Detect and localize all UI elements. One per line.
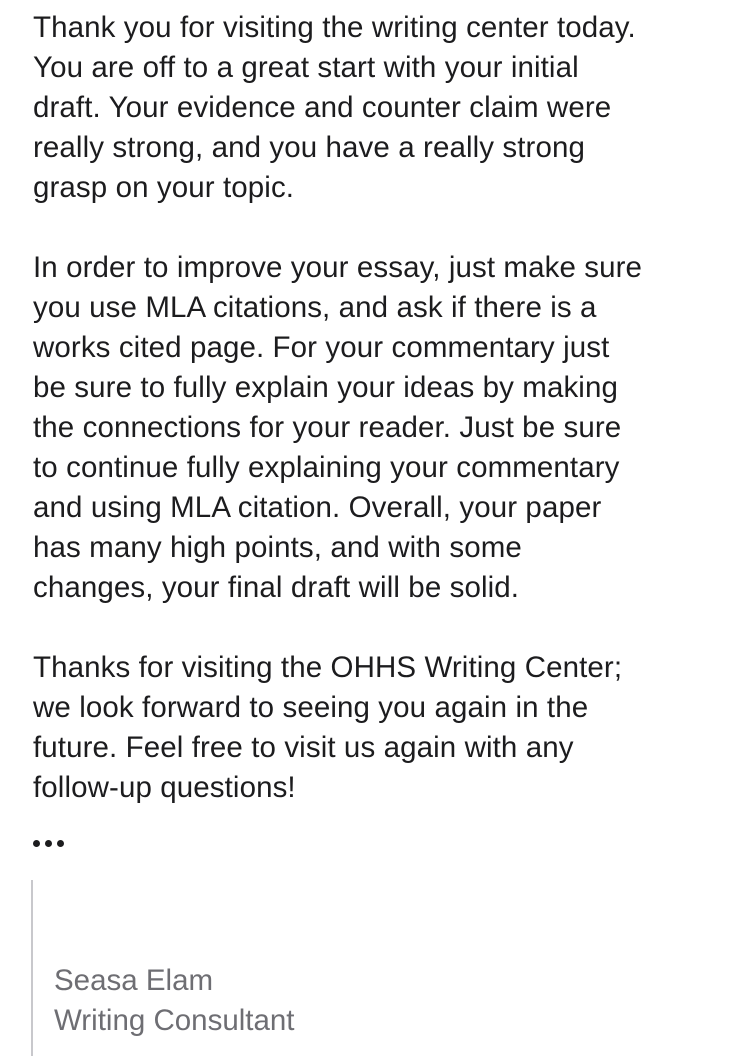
- show-trimmed-content-button[interactable]: [33, 828, 77, 858]
- signature-name: Seasa Elam: [54, 964, 214, 997]
- message-paragraph: In order to improve your essay, just make sure you use MLA citations, and ask if there is a works cited page. For your commentary just be sure to fully explain your ideas by making the connections for your reader. Just be sure to continue fully explaining your commentary and using MLA citation. Overall, your paper has many high points, and with some changes, your final draft will be solid.: [33, 251, 643, 604]
- message-body: [33, 8, 738, 808]
- quoted-signature: [31, 880, 533, 1056]
- ellipsis-icon: [33, 840, 64, 847]
- message-paragraph: Thanks for visiting the OHHS Writing Center; we look forward to seeing you again in the future. Feel free to visit us again with any follow-up questions!: [33, 651, 623, 804]
- signature-title: Writing Consultant: [54, 1004, 295, 1037]
- message-paragraph: Thank you for visiting the writing center today. You are off to a great start with your initial draft. Your evidence and counter claim were really strong, and you have a really strong grasp on your topic.: [33, 11, 636, 204]
